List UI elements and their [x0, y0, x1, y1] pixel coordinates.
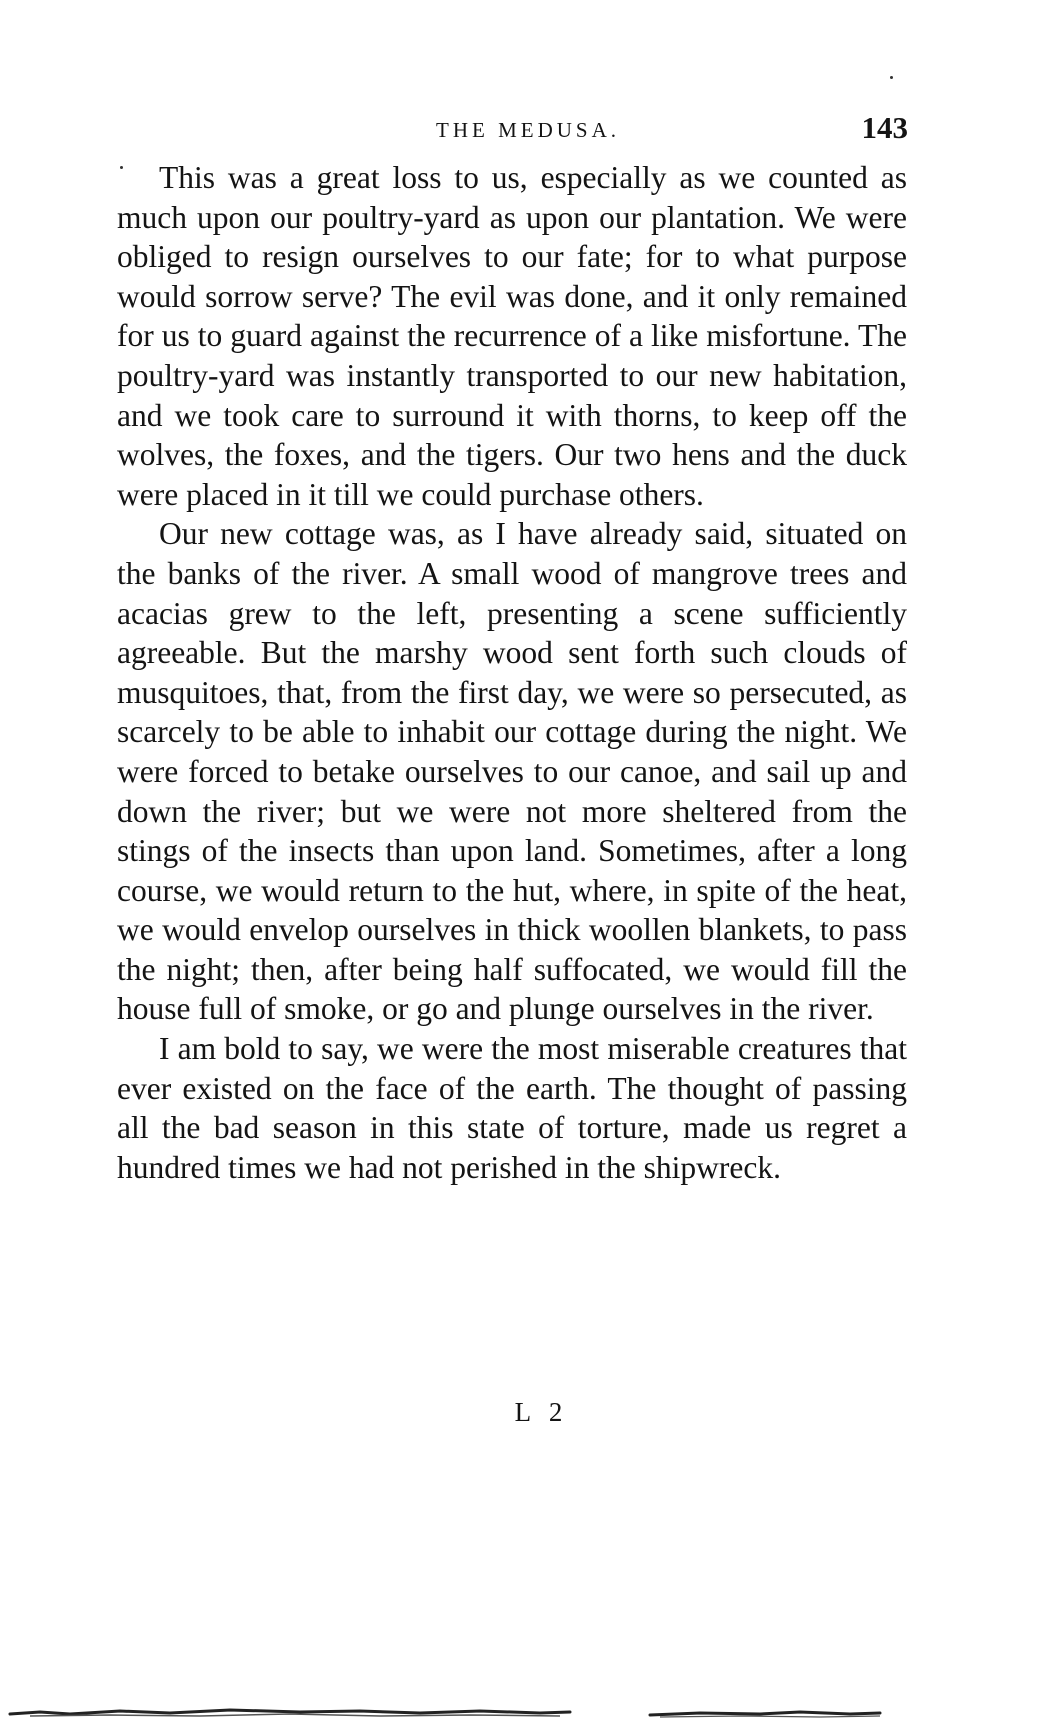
paragraph-3: I am bold to say, we were the most miserable creatures that ever existed on the face of the earth. The thought of passing all the bad season in this state of torture, made us regret a hundred times we had not perished in the shipwreck.	[117, 1031, 907, 1185]
scan-streak-left-faint	[30, 1714, 560, 1716]
scan-streak-right	[650, 1712, 880, 1715]
signature-mark: L 2	[514, 1397, 569, 1427]
margin-speck	[890, 76, 893, 79]
paragraph-1: This was a great loss to us, especially as we counted as much upon our poultry-yard as upon our plantation. We were obliged to resign ourselves to our fate; for to what purpose would sorrow serve? The evil was done, and it only remained for us to guard against the recurrence of a like misfortune. The poultry-yard was instantly transported to our new habitation, and we took care to surround it with thorns, to keep off the wolves, the foxes, and the tigers. Our two hens and the duck were placed in it till we could purchase others.	[117, 160, 907, 512]
page-number: 143	[861, 110, 908, 145]
running-title: THE MEDUSA.	[436, 118, 620, 142]
paragraph-2: Our new cottage was, as I have already said, situated on the banks of the river. A small wood of mangrove trees and acacias grew to the left, presenting a scene sufficiently agreeable. But the marshy wood sent forth such clouds of musquitoes, that, from the first day, we were so persecuted, as scarcely to be able to inhabit our cottage during the night. We were forced to betake ourselves to our canoe, and sail up and down the river; but we were not more sheltered from the stings of the insects than upon land. Sometimes, after a long course, we would return to the hut, where, in spite of the heat, we would envelop ourselves in thick woollen blankets, to pass the night; then, after being half suffocated, we would fill the house full of smoke, or go and plunge ourselves in the river.	[117, 516, 907, 1027]
body-text	[117, 158, 907, 1187]
margin-speck	[120, 166, 123, 169]
running-head	[118, 110, 908, 150]
scan-streak-right-faint	[660, 1716, 880, 1717]
page-edge-scan-artifact	[0, 1703, 1055, 1719]
